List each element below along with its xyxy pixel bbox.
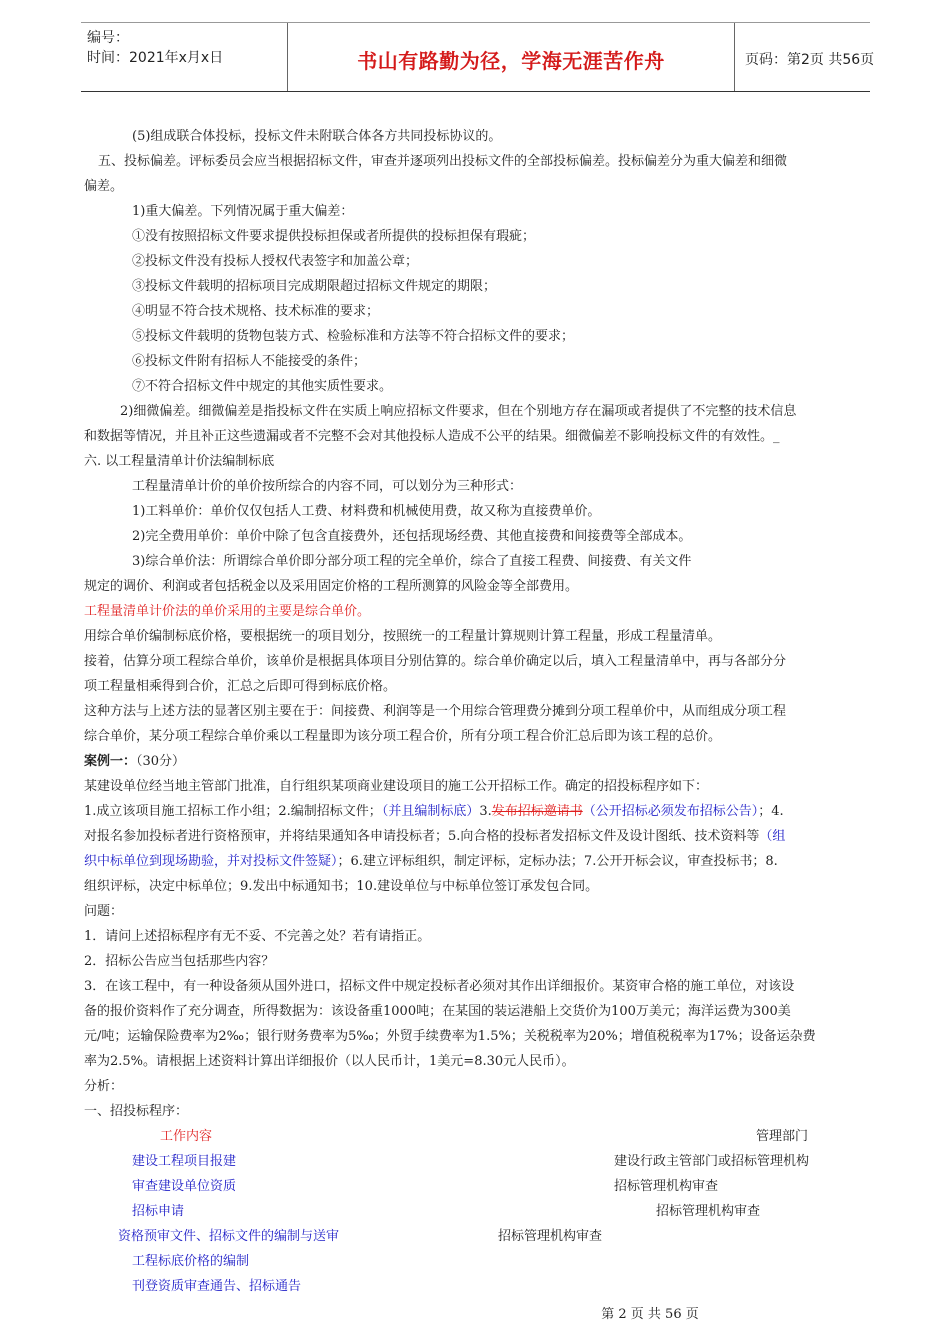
list-item: ①没有按照招标文件要求提供投标担保或者所提供的投标担保有瑕疵； <box>132 229 536 244</box>
section-heading-bill-of-quantities: 六. 以工程量清单计价法编制标底 <box>84 454 275 469</box>
document-time-label: 时间：2021年x月x日 <box>87 50 224 66</box>
procedure-text: ；6.建立评标组织，制定评标，定标办法；7.公开开标会议，审查投标书；8. <box>337 854 778 869</box>
table-row <box>84 1174 866 1199</box>
table-cell-dept: 招标管理机构审查 <box>656 1204 761 1219</box>
header-motto-cell <box>287 23 735 91</box>
question-item: 2．招标公告应当包括那些内容？ <box>84 954 275 969</box>
questions-label: 问题： <box>84 904 124 919</box>
header-page-number: 页码：第2页 共56页 <box>745 52 875 68</box>
procedure-text: 对报名参加投标者进行资格预审，并将结果通知各申请投标者；5.向合格的投标者发招标文件及设计图纸、技术资料等 <box>84 829 760 844</box>
procedure-line <box>84 824 866 849</box>
procedure-line <box>84 799 866 824</box>
paragraph: 项工程量相乘得到合价，汇总之后即可得到标底价格。 <box>84 679 397 694</box>
document-body <box>84 124 866 1299</box>
sub-heading-major-deviation: 1)重大偏差。下列情况属于重大偏差： <box>132 204 354 219</box>
section-heading-deviation: 五、投标偏差。评标委员会应当根据招标文件，审查并逐项列出投标文件的全部投标偏差。投标偏差分为重大偏差和细微 <box>98 154 788 169</box>
question-item: 3．在该工程中，有一种设备须从国外进口，招标文件中规定投标者必须对其作出详细报价。某资审合格的施工单位，对该设 <box>84 979 795 994</box>
table-header-work: 工作内容 <box>160 1129 213 1144</box>
header-info-cell <box>81 23 287 91</box>
paragraph: 工程量清单计价的单价按所综合的内容不同，可以划分为三种形式： <box>132 479 523 494</box>
procedure-text: 3. <box>479 804 492 819</box>
paragraph: 偏差。 <box>84 179 124 194</box>
table-cell-dept: 建设行政主管部门或招标管理机构 <box>614 1154 810 1169</box>
table-row <box>84 1274 866 1299</box>
paragraph: 2)完全费用单价：单价中除了包含直接费外，还包括现场经费、其他直接费和间接费等全部成本。 <box>132 529 692 544</box>
procedure-text: 1.成立该项目施工招标工作小组；2.编制招标文件； <box>84 804 382 819</box>
struck-text: 发布招标邀请书 <box>491 804 583 819</box>
procedure-text: ；4. <box>758 804 784 819</box>
question-item: 元/吨；运输保险费率为2‰；银行财务费率为5‰；外贸手续费率为1.5%；关税税率为20%；增值税税率为17%；设备运杂费 <box>84 1029 816 1044</box>
paragraph: 1)工料单价：单价仅仅包括人工费、材料费和机械使用费，故又称为直接费单价。 <box>132 504 601 519</box>
paragraph: 和数据等情况，并且补正这些遗漏或者不完整不会对其他投标人造成不公平的结果。细微偏差不影响投标文件的有效性。_ <box>84 429 780 444</box>
list-item: ④明显不符合技术规格、技术标准的要求； <box>132 304 380 319</box>
table-row <box>84 1249 866 1274</box>
paragraph: 接着，估算分项工程综合单价，该单价是根据具体项目分别估算的。综合单价确定以后，填入工程量清单中，再与各部分分 <box>84 654 787 669</box>
paragraph: 综合单价，某分项工程综合单价乘以工程量即为该分项工程合价，所有分项工程合价汇总后即为该工程的总价。 <box>84 729 722 744</box>
table-cell-work: 建设工程项目报建 <box>132 1154 237 1169</box>
table-cell-work: 刊登资质审查通告、招标通告 <box>132 1279 302 1294</box>
paragraph: (5)组成联合体投标，投标文件未附联合体各方共同投标协议的。 <box>132 129 502 144</box>
paragraph: 用综合单价编制标底价格，要根据统一的项目划分，按照统一的工程量计算规则计算工程量，形成工程量清单。 <box>84 629 722 644</box>
table-cell-work: 审查建设单位资质 <box>132 1179 237 1194</box>
highlighted-note: 工程量清单计价法的单价采用的主要是综合单价。 <box>84 604 371 619</box>
annotation-blue: 织中标单位到现场勘验，并对投标文件签疑） <box>84 854 338 869</box>
list-item: ⑥投标文件附有招标人不能接受的条件； <box>132 354 367 369</box>
paragraph: 规定的调价、利润或者包括税金以及采用固定价格的工程所测算的风险金等全部费用。 <box>84 579 579 594</box>
question-item: 1．请问上述招标程序有无不妥、不完善之处？若有请指正。 <box>84 929 431 944</box>
table-row <box>84 1149 866 1174</box>
procedure-line: 组织评标，决定中标单位；9.发出中标通知书；10.建设单位与中标单位签订承发包合同。 <box>84 879 599 894</box>
paragraph: 这种方法与上述方法的显著区别主要在于：间接费、利润等是一个用综合管理费分摊到分项工程单价中，从而组成分项工程 <box>84 704 787 719</box>
question-item: 率为2.5%。请根据上述资料计算出详细报价（以人民币计，1美元=8.30元人民币）。 <box>84 1054 575 1069</box>
page-header <box>81 22 875 92</box>
section-heading-procedure: 一、招投标程序： <box>84 1104 189 1119</box>
analysis-label: 分析： <box>84 1079 124 1094</box>
case-heading <box>84 749 866 774</box>
header-motto: 书山有路勤为径，学海无涯苦作舟 <box>357 49 665 73</box>
header-page-cell <box>733 23 875 91</box>
page-footer: 第 2 页 共 56 页 <box>601 1307 699 1322</box>
case-score: （30分） <box>136 754 186 769</box>
table-row <box>84 1199 866 1224</box>
list-item: ⑦不符合招标文件中规定的其他实质性要求。 <box>132 379 393 394</box>
sub-heading-minor-deviation: 2)细微偏差。细微偏差是指投标文件在实质上响应招标文件要求，但在个别地方存在漏项或者提供了不完整的技术信息 <box>120 404 797 419</box>
table-cell-work: 招标申请 <box>132 1204 185 1219</box>
list-item: ⑤投标文件载明的货物包装方式、检验标准和方法等不符合招标文件的要求； <box>132 329 575 344</box>
annotation-blue: （并且编制标底） <box>381 804 480 819</box>
table-header-dept: 管理部门 <box>756 1129 809 1144</box>
table-cell-dept: 招标管理机构审查 <box>498 1229 603 1244</box>
table-cell-dept: 招标管理机构审查 <box>614 1179 719 1194</box>
paragraph: 某建设单位经当地主管部门批准，自行组织某项商业建设项目的施工公开招标工作。确定的招投标程序如下： <box>84 779 709 794</box>
table-cell-work: 工程标底价格的编制 <box>132 1254 250 1269</box>
document-number-label: 编号： <box>87 30 129 46</box>
paragraph: 3)综合单价法：所谓综合单价即分部分项工程的完全单价，综合了直接工程费、间接费、有关文件 <box>132 554 692 569</box>
table-header-row <box>84 1124 866 1149</box>
annotation-blue: （公开招标必须发布招标公告） <box>582 804 759 819</box>
list-item: ②投标文件没有投标人授权代表签字和加盖公章； <box>132 254 419 269</box>
list-item: ③投标文件载明的招标项目完成期限超过招标文件规定的期限； <box>132 279 497 294</box>
table-row <box>84 1224 866 1249</box>
procedure-table <box>84 1124 866 1299</box>
annotation-blue: （组 <box>759 829 786 844</box>
case-title: 案例一： <box>84 754 137 769</box>
question-item: 备的报价资料作了充分调查，所得数据为：该设备重1000吨；在某国的装运港船上交货价为100万美元；海洋运费为300美 <box>84 1004 791 1019</box>
table-cell-work: 资格预审文件、招标文件的编制与送审 <box>118 1229 340 1244</box>
procedure-line <box>84 849 866 874</box>
